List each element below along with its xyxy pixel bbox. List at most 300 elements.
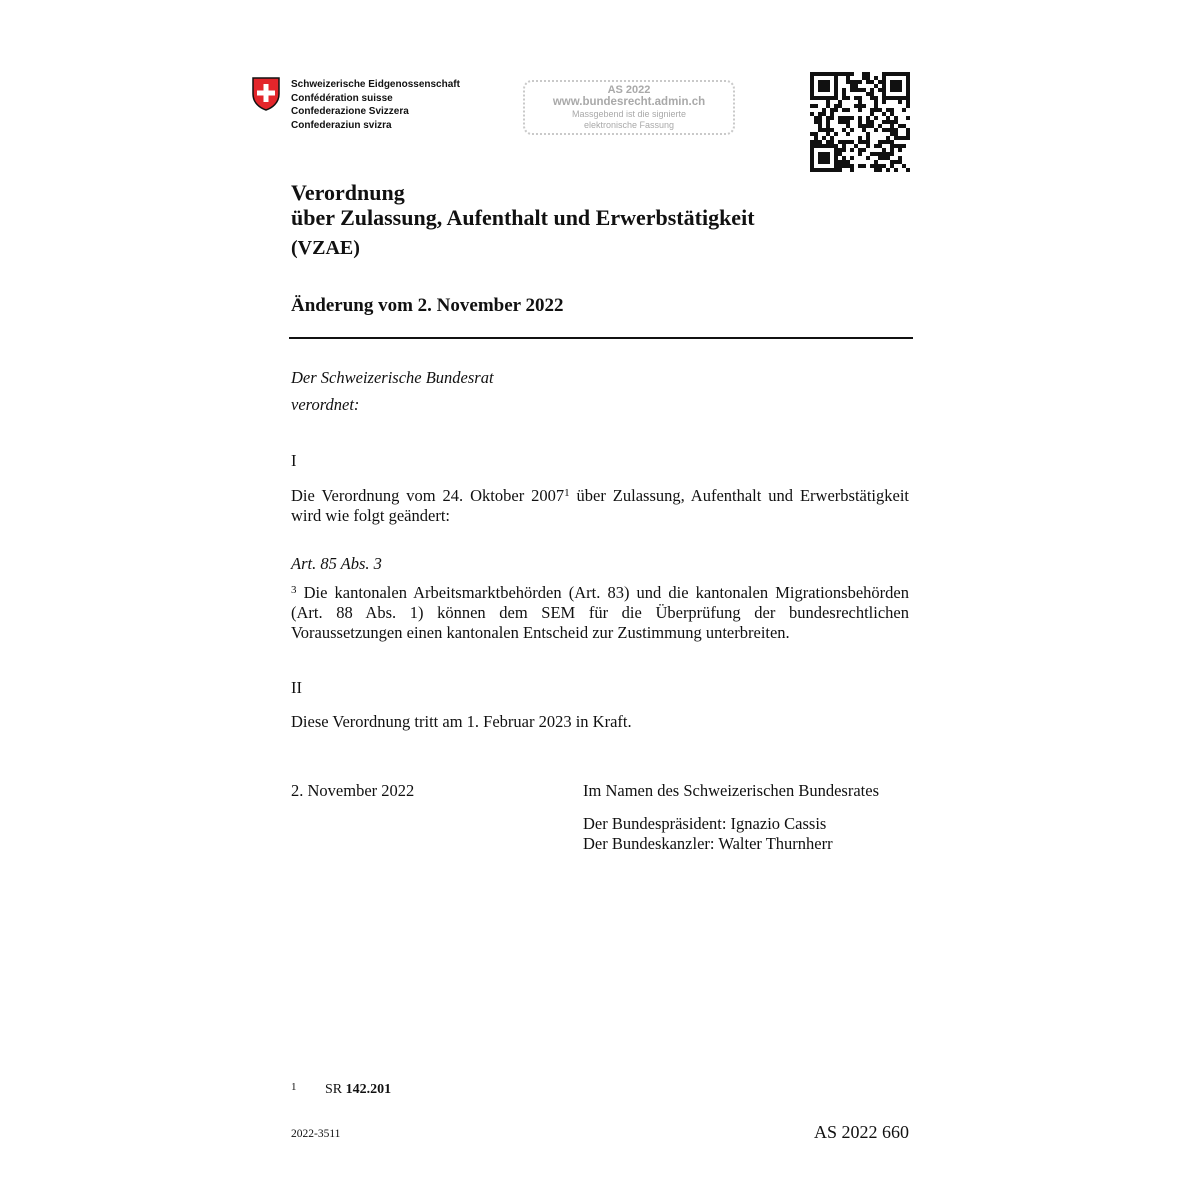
qr-module	[902, 124, 906, 128]
qr-module	[810, 168, 814, 172]
signature-on-behalf: Im Namen des Schweizerischen Bundesrates	[583, 781, 879, 800]
qr-module	[846, 80, 850, 84]
intro-text: Die Verordnung vom 24. Oktober 2007	[291, 486, 565, 505]
qr-module	[854, 88, 858, 92]
confederation-wordmark	[291, 78, 460, 132]
qr-module	[890, 140, 894, 144]
qr-module	[826, 144, 830, 148]
qr-module	[874, 116, 878, 120]
qr-module	[810, 160, 814, 164]
qr-module	[886, 96, 890, 100]
enacting-authority: Der Schweizerische Bundesrat	[291, 368, 494, 387]
qr-module	[814, 136, 818, 140]
qr-module	[818, 80, 822, 84]
qr-module	[870, 92, 874, 96]
qr-module	[842, 160, 846, 164]
footnote-reference-number: 142.201	[345, 1082, 392, 1097]
qr-module	[818, 120, 822, 124]
qr-module	[890, 148, 894, 152]
qr-module	[818, 144, 822, 148]
qr-module	[842, 128, 846, 132]
qr-module	[870, 152, 874, 156]
qr-module	[874, 76, 878, 80]
paragraph-text: Die kantonalen Arbeitsmarktbehörden (Art. 83) und die kantonalen Migrationsbehörden (Art. 88 Abs. 1) können dem SEM für die Überprüfung der bundesrechtlichen Voraussetzungen einen kantonalen Entscheid zur Zustimmung unterbreiten.	[291, 583, 909, 642]
qr-module	[862, 124, 866, 128]
qr-module	[810, 152, 814, 156]
qr-module	[886, 156, 890, 160]
qr-module	[894, 84, 898, 88]
qr-module	[886, 168, 890, 172]
qr-module	[826, 132, 830, 136]
qr-module	[838, 120, 842, 124]
amendment-date: Änderung vom 2. November 2022	[291, 295, 564, 316]
qr-module	[906, 96, 910, 100]
qr-module	[866, 124, 870, 128]
qr-module	[838, 160, 842, 164]
qr-module	[886, 108, 890, 112]
qr-module	[878, 124, 882, 128]
intro-text: über Zulassung, Aufenthalt und Erwerbstätigkeit wird wie folgt geändert:	[291, 486, 910, 525]
qr-module	[838, 148, 842, 152]
qr-code-icon	[810, 72, 910, 172]
qr-module	[858, 136, 862, 140]
qr-module	[826, 116, 830, 120]
qr-module	[870, 96, 874, 100]
qr-module	[886, 116, 890, 120]
qr-module	[874, 104, 878, 108]
qr-module	[878, 144, 882, 148]
qr-module	[858, 164, 862, 168]
qr-module	[882, 76, 886, 80]
qr-module	[830, 112, 834, 116]
qr-module	[898, 144, 902, 148]
qr-module	[882, 140, 886, 144]
qr-module	[846, 160, 850, 164]
qr-module	[890, 144, 894, 148]
footnote	[291, 1078, 391, 1099]
qr-module	[818, 124, 822, 128]
qr-module	[826, 156, 830, 160]
qr-module	[866, 80, 870, 84]
qr-module	[862, 72, 866, 76]
qr-module	[810, 96, 814, 100]
qr-module	[878, 80, 882, 84]
qr-module	[870, 80, 874, 84]
signatory-chancellor: Der Bundeskanzler: Walter Thurnherr	[583, 834, 833, 853]
qr-module	[870, 108, 874, 112]
qr-module	[846, 120, 850, 124]
qr-module	[826, 100, 830, 104]
qr-module	[850, 116, 854, 120]
qr-module	[890, 164, 894, 168]
qr-module	[866, 72, 870, 76]
qr-module	[898, 156, 902, 160]
qr-module	[906, 84, 910, 88]
qr-module	[882, 72, 886, 76]
confederation-line: Schweizerische Eidgenossenschaft	[291, 79, 460, 90]
qr-module	[818, 72, 822, 76]
qr-module	[894, 72, 898, 76]
qr-module	[886, 140, 890, 144]
qr-module	[870, 120, 874, 124]
qr-module	[814, 168, 818, 172]
qr-module	[862, 148, 866, 152]
qr-module	[894, 128, 898, 132]
qr-module	[866, 120, 870, 124]
qr-module	[898, 88, 902, 92]
qr-module	[822, 160, 826, 164]
qr-module	[894, 120, 898, 124]
qr-module	[866, 116, 870, 120]
qr-module	[906, 128, 910, 132]
qr-module	[878, 140, 882, 144]
qr-module	[906, 104, 910, 108]
qr-module	[866, 144, 870, 148]
qr-module	[874, 84, 878, 88]
qr-module	[866, 132, 870, 136]
qr-module	[890, 132, 894, 136]
qr-module	[878, 88, 882, 92]
qr-module	[862, 164, 866, 168]
qr-module	[834, 132, 838, 136]
qr-module	[894, 132, 898, 136]
qr-module	[838, 140, 842, 144]
confederation-line: Confederaziun svizra	[291, 119, 392, 131]
footnote-number: 1	[291, 1081, 297, 1093]
qr-module	[906, 168, 910, 172]
qr-module	[906, 92, 910, 96]
qr-module	[826, 104, 830, 108]
qr-module	[882, 80, 886, 84]
qr-module	[814, 140, 818, 144]
qr-module	[818, 128, 822, 132]
qr-module	[842, 96, 846, 100]
qr-module	[810, 132, 814, 136]
qr-module	[822, 72, 826, 76]
qr-module	[874, 164, 878, 168]
qr-module	[890, 160, 894, 164]
qr-module	[834, 104, 838, 108]
qr-module	[878, 156, 882, 160]
qr-module	[890, 80, 894, 84]
qr-module	[858, 104, 862, 108]
qr-module	[810, 104, 814, 108]
qr-module	[814, 104, 818, 108]
qr-module	[874, 144, 878, 148]
qr-module	[886, 128, 890, 132]
qr-module	[894, 136, 898, 140]
qr-module	[898, 160, 902, 164]
qr-module	[858, 152, 862, 156]
qr-module	[818, 160, 822, 164]
qr-module	[874, 100, 878, 104]
qr-module	[838, 164, 842, 168]
amendment-intro	[291, 486, 909, 526]
qr-module	[818, 96, 822, 100]
qr-module	[866, 76, 870, 80]
qr-module	[818, 140, 822, 144]
document-title	[291, 180, 755, 230]
qr-module	[834, 92, 838, 96]
qr-module	[826, 84, 830, 88]
footnote-reference[interactable]: 1	[564, 487, 570, 499]
qr-module	[826, 120, 830, 124]
qr-module	[890, 128, 894, 132]
title-line: Verordnung	[291, 180, 405, 205]
qr-module	[890, 112, 894, 116]
qr-module	[846, 164, 850, 168]
qr-module	[890, 120, 894, 124]
qr-module	[830, 72, 834, 76]
qr-module	[878, 152, 882, 156]
qr-module	[898, 136, 902, 140]
qr-module	[838, 100, 842, 104]
qr-module	[810, 164, 814, 168]
qr-module	[810, 76, 814, 80]
qr-module	[906, 132, 910, 136]
qr-module	[890, 88, 894, 92]
qr-module	[818, 112, 822, 116]
title-divider	[289, 337, 913, 339]
qr-module	[834, 168, 838, 172]
qr-module	[810, 84, 814, 88]
qr-module	[842, 140, 846, 144]
qr-module	[822, 128, 826, 132]
qr-module	[830, 140, 834, 144]
section-numeral: II	[291, 678, 302, 697]
qr-module	[902, 136, 906, 140]
qr-module	[886, 136, 890, 140]
section-numeral: I	[291, 451, 297, 470]
qr-module	[810, 88, 814, 92]
qr-module	[882, 96, 886, 100]
qr-module	[882, 120, 886, 124]
qr-module	[834, 160, 838, 164]
qr-module	[810, 148, 814, 152]
qr-module	[854, 80, 858, 84]
qr-module	[890, 72, 894, 76]
qr-module	[858, 140, 862, 144]
qr-module	[846, 124, 850, 128]
qr-module	[830, 116, 834, 120]
qr-module	[838, 72, 842, 76]
qr-module	[846, 72, 850, 76]
qr-module	[846, 140, 850, 144]
qr-module	[862, 88, 866, 92]
qr-module	[850, 72, 854, 76]
qr-module	[906, 116, 910, 120]
qr-module	[842, 148, 846, 152]
qr-module	[842, 88, 846, 92]
qr-module	[826, 168, 830, 172]
enacting-verb: verordnet:	[291, 395, 360, 414]
qr-module	[862, 76, 866, 80]
qr-module	[890, 152, 894, 156]
qr-module	[822, 80, 826, 84]
qr-module	[838, 152, 842, 156]
qr-module	[882, 88, 886, 92]
qr-module	[882, 164, 886, 168]
document-number: 2022-3511	[291, 1128, 341, 1140]
qr-module	[810, 156, 814, 160]
qr-module	[810, 140, 814, 144]
qr-module	[826, 88, 830, 92]
stamp-url: www.bundesrecht.admin.ch	[552, 96, 706, 108]
qr-module	[906, 72, 910, 76]
qr-module	[842, 116, 846, 120]
qr-module	[822, 152, 826, 156]
qr-module	[818, 84, 822, 88]
qr-module	[838, 116, 842, 120]
qr-module	[842, 120, 846, 124]
signature-date: 2. November 2022	[291, 781, 415, 800]
qr-module	[830, 128, 834, 132]
qr-module	[814, 120, 818, 124]
qr-module	[826, 160, 830, 164]
qr-module	[834, 148, 838, 152]
qr-module	[902, 164, 906, 168]
qr-module	[822, 88, 826, 92]
qr-module	[894, 144, 898, 148]
qr-module	[898, 80, 902, 84]
qr-module	[850, 148, 854, 152]
qr-module	[894, 168, 898, 172]
stamp-note: Massgebend ist die signierte	[571, 109, 687, 119]
qr-module	[906, 80, 910, 84]
qr-module	[882, 92, 886, 96]
qr-module	[886, 72, 890, 76]
qr-module	[834, 88, 838, 92]
qr-module	[866, 92, 870, 96]
qr-module	[870, 88, 874, 92]
entry-into-force: Diese Verordnung tritt am 1. Februar 2023 in Kraft.	[291, 712, 632, 731]
qr-module	[906, 100, 910, 104]
qr-module	[866, 136, 870, 140]
qr-module	[842, 108, 846, 112]
qr-module	[810, 92, 814, 96]
qr-module	[842, 92, 846, 96]
qr-module	[894, 116, 898, 120]
qr-module	[850, 84, 854, 88]
stamp-collection: AS 2022	[607, 84, 651, 96]
stamp-note: elektronische Fassung	[583, 120, 675, 130]
qr-module	[842, 72, 846, 76]
qr-module	[902, 144, 906, 148]
qr-module	[822, 156, 826, 160]
qr-module	[874, 160, 878, 164]
qr-module	[846, 116, 850, 120]
qr-module	[906, 88, 910, 92]
qr-module	[830, 108, 834, 112]
qr-module	[898, 96, 902, 100]
qr-module	[882, 100, 886, 104]
qr-module	[890, 124, 894, 128]
qr-module	[902, 96, 906, 100]
qr-module	[842, 156, 846, 160]
qr-module	[898, 148, 902, 152]
qr-module	[858, 108, 862, 112]
qr-module	[878, 108, 882, 112]
qr-module	[898, 72, 902, 76]
qr-module	[810, 80, 814, 84]
qr-module	[830, 96, 834, 100]
qr-module	[838, 104, 842, 108]
qr-module	[818, 88, 822, 92]
qr-module	[850, 80, 854, 84]
qr-module	[858, 120, 862, 124]
qr-module	[834, 80, 838, 84]
qr-module	[882, 112, 886, 116]
qr-module	[886, 152, 890, 156]
qr-module	[834, 76, 838, 80]
qr-module	[814, 96, 818, 100]
title-abbreviation: (VZAE)	[291, 237, 360, 259]
official-stamp	[523, 80, 735, 135]
qr-module	[870, 112, 874, 116]
qr-module	[898, 124, 902, 128]
qr-module	[878, 168, 882, 172]
qr-module	[834, 156, 838, 160]
swiss-cross-icon	[251, 76, 281, 112]
qr-module	[866, 156, 870, 160]
qr-module	[826, 96, 830, 100]
qr-module	[854, 144, 858, 148]
qr-module	[858, 96, 862, 100]
footnote-prefix: SR	[325, 1082, 346, 1097]
qr-module	[894, 160, 898, 164]
confederation-line: Confédération suisse	[291, 92, 393, 104]
qr-module	[818, 156, 822, 160]
qr-module	[890, 108, 894, 112]
qr-module	[814, 132, 818, 136]
qr-module	[882, 152, 886, 156]
qr-module	[826, 124, 830, 128]
qr-module	[878, 164, 882, 168]
qr-module	[814, 72, 818, 76]
qr-module	[846, 132, 850, 136]
qr-module	[874, 152, 878, 156]
qr-module	[894, 96, 898, 100]
qr-module	[882, 156, 886, 160]
qr-module	[810, 144, 814, 148]
title-line: über Zulassung, Aufenthalt und Erwerbstätigkeit	[291, 205, 755, 230]
qr-module	[874, 168, 878, 172]
qr-module	[822, 84, 826, 88]
qr-module	[834, 108, 838, 112]
qr-module	[858, 100, 862, 104]
qr-module	[842, 144, 846, 148]
qr-module	[882, 148, 886, 152]
qr-module	[854, 84, 858, 88]
qr-module	[902, 72, 906, 76]
qr-module	[834, 72, 838, 76]
qr-module	[826, 140, 830, 144]
qr-module	[810, 72, 814, 76]
qr-module	[846, 108, 850, 112]
qr-module	[866, 140, 870, 144]
qr-module	[830, 168, 834, 172]
qr-module	[850, 168, 854, 172]
qr-module	[890, 84, 894, 88]
qr-module	[822, 108, 826, 112]
qr-module	[834, 96, 838, 100]
qr-module	[846, 96, 850, 100]
qr-module	[834, 164, 838, 168]
qr-module	[906, 76, 910, 80]
official-collection-reference: AS 2022 660	[813, 1122, 909, 1142]
qr-module	[858, 88, 862, 92]
qr-module	[850, 156, 854, 160]
